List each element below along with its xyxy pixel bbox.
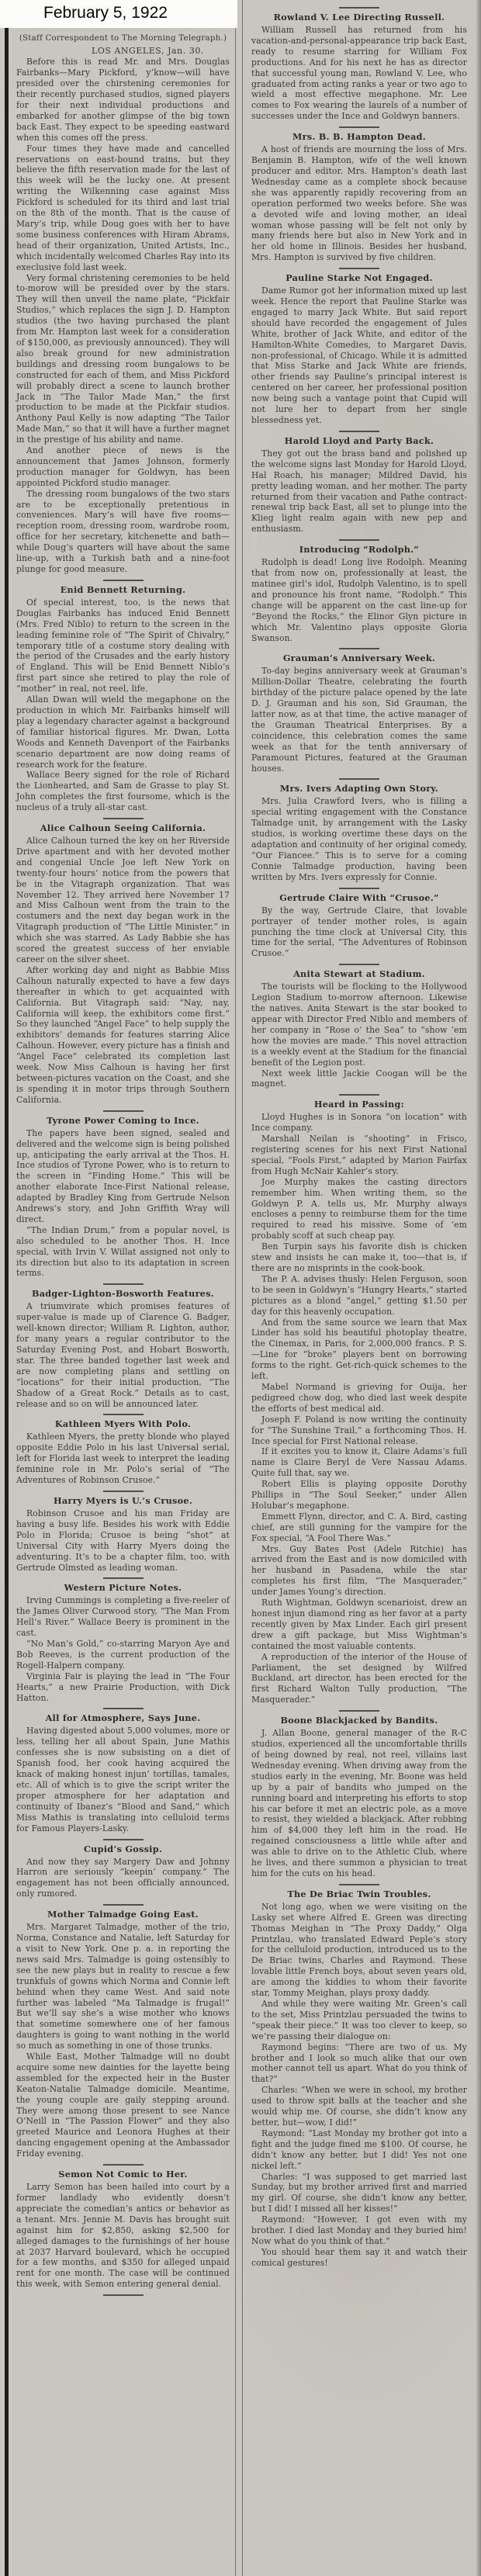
article-heading: Mrs. Ivers Adapting Own Story. [279, 783, 439, 795]
article-paragraph: The dressing room bungalows of the two stars are to be exceptionally pretentious in conveniences. Mary’s will have five rooms—reception room, dressing room, wardrobe room, office for her secretary, kitchenette and bath—while Doug’s quarters will have about the same line-up, with a Turkish bath and a nine-foot plunge for good measure. [16, 488, 230, 574]
section-separator-rule [339, 126, 379, 128]
article-paragraph: Four times they have made and cancelled reservations on east-bound trains, but they believe the fifth reservation made for the last of this week will be the lucky one. At present writing the Wilkenning case against Miss Pickford is scheduled for its third and last trial on the 8th of the month. That is the cause of Mary’s trip, while Doug goes with her to have some business conferences with Hiram Abrams, head of their organization, United Artists, Inc., which incidentally welcomed Charles Ray into its execlusive fold last week. [16, 143, 230, 272]
section-separator-rule [103, 1839, 144, 1840]
article-heading: Semon Not Comic to Her. [58, 2169, 188, 2180]
article-paragraph: And another piece of news is the announcement that James Johnson, formerly production manager for Goldwyn, has been appointed Pickford studio manager. [16, 445, 230, 488]
section-separator-rule [339, 268, 379, 269]
article-heading: The De Briac Twin Troubles. [287, 1888, 431, 1899]
article-paragraph: Kathleen Myers, the pretty blonde who played opposite Eddie Polo in his last Universal serial, left for Florida last week to interpret the leading feminine role in Mr. Polo’s serial of “The Adventures of Robinson Crusoe.” [16, 1432, 230, 1486]
article-paragraph: Robert Ellis is playing opposite Dorothy Phillips in “The Soul Seeker,” under Allen Holubar’s megaphone. [251, 1479, 467, 1511]
article-paragraph: The papers have been signed, sealed and delivered and the welcome sign is being polished up, anticipating the early arrival at the Thos. H. Ince studios of Tyrone Power, who is to return to the screen in “Finding Home.” This will be another elaborate Ince-First National release, adapted by Bradley King from Gertrude Nelson Andrews’s story, and John Griffith Wray will direct. [16, 1127, 230, 1224]
article-paragraph: A reproduction of the interior of the House of Parliament, the set designed by Wilfred Buckland, art director, has been erected for the first Richard Walton Tully production, “The Masquerader.” [251, 1651, 467, 1705]
article-paragraph: A triumvirate which promises features of super-value is made up of Clarence G. Badger, well-known director; William R. Lighton, author, for many years a regular contributor to the Saturday Evening Post, and Hobart Bosworth, star. The three banded together last week and are now completing plans and settling on “locations” for their initial production, “The Shadow of a Great Rock.” Details as to cast, release and so on will be announced later. [16, 1301, 230, 1409]
article-paragraph: Very formal christening ceremonies to be held to-morow will be presided over by the stars. They will then unveil the name plate, “Pickfair Studios,” which replaces the sign J. D. Hampton studios (the two having purchased the plant from Mr. Hampton last week for a consideration of $150,000, as previously announced). They will also break ground for new administration buildings and dressing room bungalows to be constructed for each of them, and Miss Pickford will probably direct a scene to launch brother Jack in “The Tailor Made Man,” the first production to be made at the Pickfair studios. Anthony Paul Kelly is now adapting “The Tailor Made Man,” so that it will have a further magnet in the prestige of his ability and name. [16, 272, 230, 445]
article-paragraph: Having digested about 5,000 volumes, more or less, telling her all about Spain, June Mathis confesses she is now subsisting on a diet of Spanish food, her cook having acquired the knack of making honest injun’ tortillas, tamales, etc. All of which is to give the script writer the proper atmosphere for her adaptation and continuity of Ibanez’s “Blood and Sand,” which Miss Mathis is translating into celluloid terms for Famous Players-Lasky. [16, 1726, 230, 1833]
article-heading: Harold Lloyd and Party Back. [284, 435, 434, 446]
article-paragraph: Joseph F. Poland is now writing the continuity for “The Sunshine Trail,” a forthcoming Thos. H. Ince special for First National release. [251, 1414, 467, 1446]
article-heading: Introducing “Rodolph.” [299, 544, 420, 556]
article-paragraph: And while they were waiting Mr. Green’s call to the set, Miss Printzlau persuaded the twins to “speak their piece.” It was too clever to keep, so we’re passing their dialogue on: [251, 1999, 467, 2041]
article-paragraph: And from the same source we learn that Max Linder has sold his beautiful photoplay theatre, the Cinemax, in Paris, for 2,000,000 francs. P. S.—Line for “broke” players bent on borrowing forms to the right. Get-rich-quick schemes to the left. [251, 1317, 467, 1382]
article-paragraph: Marshall Neilan is “shooting” in Frisco, registering scenes for his next First National special, “Fools First,” adapted by Marion Fairfax from Hugh McNair Kahler’s story. [251, 1134, 467, 1176]
section-separator-rule [103, 1708, 144, 1709]
article-paragraph: If it excites you to know it, Claire Adams’s full name is Claire Beryl de Vere Nassau Adams. Quite full that, say we. [251, 1446, 467, 1479]
article-paragraph: Next week little Jackie Coogan will be the magnet. [251, 1068, 467, 1089]
article-paragraph: Of special interest, too, is the news that Douglas Fairbanks has induced Enid Bennett (Mrs. Fred Niblo) to return to the screen in the leading feminine role of “The Spirit of Chivalry,” temporary title of a costume story dealing with the period of the Crusades and the early history of England. This will be Enid Bennett Niblo’s first part since she retired to play the role of “mother” in real, not reel, life. [16, 597, 230, 694]
right-column [242, 0, 476, 2576]
article-heading: Western Picture Notes. [64, 1582, 182, 1594]
section-separator-rule [339, 888, 379, 889]
article-heading: Harry Myers is U.’s Crusoe. [53, 1494, 193, 1506]
article-paragraph: Joe Murphy makes the casting directors remember him. When writing them, so the Goldwyn P. A. tells us, Mr. Murphy always encloses a penny to reimburse them for the time required to read his missive. Some of ’em probably scoff at such cheap pay. [251, 1176, 467, 1241]
section-separator-rule [103, 1414, 144, 1415]
article-paragraph: Before this is read Mr. and Mrs. Douglas Fairbanks—Mary Pickford, y’know—will have presided over the chirstening ceremonies for their recently purchased studios, signed players for their next individual productions and embarked for another glimpse of the big town back East. They expect to be speeding eastward when this comes off the press. [16, 57, 230, 143]
article-paragraph: Ben Turpin says his favorite dish is chicken stew and insists he can make it, too—that is, if there are no misprints in the cook-book. [251, 1241, 467, 1273]
article-paragraph: J. Allan Boone, general manager of the R-C studios, experienced all the uncomfortable thrills of being downed by real, not reel, villains last Wednesday evening. When driving away from the studios early in the evening, Mr. Boone was held up by a pair of bandits who jumped on the running board and interpreting his efforts to stop his car before it met an electric pole, as a move to resist, they wielded a blackjack. After robbing him of $4,000 they left him in the road. He regained consciousness a little while after and was able to drive on to the Athletic Club, where he lives, and there summon a physician to treat him for the cuts on his head. [251, 1728, 467, 1878]
article-heading: Anita Stewart at Stadium. [293, 968, 425, 980]
section-separator-rule [339, 964, 379, 965]
article-heading: Cupid’s Gossip. [83, 1843, 163, 1854]
section-separator-rule [339, 7, 379, 9]
section-separator-rule [103, 1283, 144, 1285]
article-heading: Mother Talmadge Going East. [47, 1909, 199, 1920]
section-separator-rule [339, 778, 379, 780]
article-heading: Enid Bennett Returning. [60, 583, 186, 595]
article-paragraph: Larry Semon has been hailed into court by a former landlady who evidently doesn’t appreciate the comedian’s antics or behavior as a tenant. Mrs. Jennie M. Davis has brought suit against him for $2,850, asking $2,500 for alleged damages to the furnishings of her house at 2037 Harvard boulevard, which he occupied for a few months, and $350 for alleged unpaid rent for one month. The case will be continued this week, with Semon entering general denial. [16, 2182, 230, 2290]
article-paragraph: “The Indian Drum,” from a popular novel, is also scheduled to be another Thos. H. Ince special, with Irvin V. Willat assigned not only to its direction but also to its adaptation in screen terms. [16, 1224, 230, 1279]
article-paragraph: Rudolph is dead! Long live Rodolph. Meaning that from now on, professionally at least, the matinee girl’s idol, Rudolph Valentino, is to spell and pronounce his front name, “Rodolph.” This change will be apparent on the cast line-up for “Beyond the Rocks,” the Elinor Glyn picture in which Mr. Valentino plays opposite Gloria Swanson. [251, 557, 467, 643]
article-heading: Heard in Passing: [313, 1099, 405, 1110]
section-separator-rule [339, 539, 379, 541]
article-paragraph: Emmett Flynn, director, and C. A. Bird, casting chief, are still gunning for the vampire for the Fox special, “A Fool There Was.” [251, 1511, 467, 1543]
article-heading: Boone Blackjacked by Bandits. [280, 1715, 438, 1726]
article-heading: Rowland V. Lee Directing Russell. [273, 12, 445, 23]
article-paragraph: Not long ago, when we were visiting on the Lasky set where Alfred E. Green was directing Thomas Meighan in “The Proxy Daddy,” Olga Printzlau, who translated Edward Peple’s story for the celluloid production, introduced us to the De Briac twins, Charles and Raymond. These lovable little French boys, about seven years old, are among the kiddies to whom their favorite star, Tommy Meighan, plays proxy daddy. [251, 1901, 467, 1999]
date-header: February 5, 1922 [43, 4, 168, 22]
article-paragraph: Charles: “I was supposed to get married last Sunday, but my brother arrived first and married my girl. Of course, she didn’t know any better, but I did! I missed all her kisses!” [251, 2171, 467, 2214]
left-column [5, 28, 236, 2576]
article-paragraph: Lloyd Hughes is in Sonora “on location” with Ince company. [251, 1112, 467, 1134]
article-paragraph: Virginia Fair is playing the lead in “The Four Hearts,” a new Prairie Production, with Dick Hatton. [16, 1671, 230, 1703]
section-separator-rule [103, 580, 144, 581]
article-paragraph: Dame Rumor got her information mixed up last week. Hence the report that Pauline Starke was engaged to marry Jack White. But said report should have recorded the engagement of Jules White, brother of Jack White, and editor of the Hamilton-White Comedies, to Margaret Davis, non-professional, of Chicago. While it is admitted that Miss Starke and Jack White are friends, other friends say Pauline’s principal interest is centered on her career, her professional position now being such a vantage point that Cupid will not lure her to depart from her single blessedness yet. [251, 286, 467, 425]
article-heading: Badger-Lighton-Bosworth Features. [32, 1288, 214, 1300]
article-heading: Alice Calhoun Seeing California. [40, 822, 206, 834]
section-separator-rule [339, 648, 379, 649]
section-separator-rule [103, 2164, 144, 2166]
article-heading: All for Atmosphere, Says June. [45, 1712, 201, 1724]
article-paragraph: The P. A. advises thusly: Helen Ferguson, soon to be seen in Goldwyn’s “Hungry Hearts,” started pictures as a blond “angel,” getting $1.50 per day for this heavenly occupation. [251, 1273, 467, 1317]
section-separator-rule [103, 818, 144, 819]
article-paragraph: Mrs. Guy Bates Post (Adele Ritchie) has arrived from the East and is now domiciled with her husband in Pasadena, while the star completes his first film, “The Masquerader,” under James Young’s direction. [251, 1543, 467, 1598]
article-heading: Gertrude Claire With “Crusoe.” [279, 892, 439, 903]
section-separator-rule [103, 2294, 144, 2296]
byline: (Staff Correspondent to The Morning Telegraph.) [19, 33, 227, 43]
article-heading: Mrs. B. B. Hampton Dead. [292, 131, 426, 143]
section-separator-rule [103, 1904, 144, 1906]
article-paragraph: Alice Calhoun turned the key on her Riverside Drive apartment and with her devoted mother and congenial Uncle Joe left New York on twenty-four hours’ notice from the powers that be in the Vitagraph organization. That was November 12. They arrived here November 17 and Miss Calhoun went from the train to the costumers and the next day began work in the Vitagraph production of “The Little Minister,” in which she was starred. As Lady Babbie she has scored the greatest success of her enviable career on the silver sheet. [16, 836, 230, 964]
section-separator-rule [103, 1577, 144, 1579]
section-separator-rule [103, 1491, 144, 1492]
article-paragraph: Mrs. Margaret Talmadge, mother of the trio, Norma, Constance and Natalie, left Saturday for a visit to New York. One p. a. in reporting the news said Mrs. Talmadge is going ostensibly to see the new plays but in reality to rescue a few trunkfuls of gowns which Norma and Connie left behind when they came West. And said note further was labeled “Ma Talmadge is frugal!” But we’ll say she’s a wise mother who knows that sometime somewhere one of her famous daughters is going to want nothing in the world so much as something in one of those trunks. [16, 1922, 230, 2051]
article-paragraph: They got out the brass band and polished up the welcome signs last Monday for Harold Lloyd, Hal Roach, his manager; Mildred David, his pretty leading woman, and her mother. The party returned from their vacation and Pathe contract-renewal trip back East, all set to plunge into the Klieg light realm again with new pep and enthusiasm. [251, 448, 467, 535]
dateline: LOS ANGELES, Jan. 30. [91, 45, 205, 56]
section-separator-rule [339, 1094, 379, 1096]
article-paragraph: You should hear them say it and watch their comical gestures! [251, 2246, 467, 2268]
article-paragraph: While East, Mother Talmadge will no doubt acquire some new dainties for the layette being assembled for the expected heir in the Buster Keaton-Natalie Talmadge domicile. Meantime, the young couple are gaily stepping around. They were among those present to see Nance O’Neill in “The Passion Flower” and they also greeted Maurice and Leonora Hughes at their dancing engagement opening at the Ambassador Friday evening. [16, 2051, 230, 2159]
article-paragraph: Raymond: “However, I got even with my brother. I died last Monday and they buried him! Now what do you think of that.” [251, 2214, 467, 2246]
article-paragraph: And now they say Margery Daw and Johnny Harron are seriously “keepin’ company.” The engagement has not been officially announced, only rumored. [16, 1856, 230, 1899]
article-paragraph: Irving Cummings is completing a five-reeler of the James Oliver Curwood story, “The Man From Hell’s River.” Wallace Beery is prominent in the cast. [16, 1595, 230, 1639]
article-paragraph: Raymond begins: “There are two of us. My brother and I look so much alike that our own mother cannot tell us apart. What do you think of that?” [251, 2041, 467, 2085]
article-paragraph: The tourists will be flocking to the Hollywood Legion Stadium to-morrow afternoon. Likewise the natives. Anita Stewart is the star booked to appear with Director Fred Niblo and members of her company in “Rose o’ the Sea” to “show ’em how the movies are made.” This novel attraction is a weekly event at the Stadium for the financial benefit of the Legion post. [251, 982, 467, 1068]
article-paragraph: A host of friends are mourning the loss of Mrs. Benjamin B. Hampton, wife of the well known producer and editor. Mrs. Hampton’s death last Wednesday came as a complete shock because she was apparently rapidly recovering from an operation performed two weeks before. She was a devoted wife and loving mother, an ideal woman whose passing will be felt not only by many friends here but also in New York and in her old home in Illinois. Besides her husband, Mrs. Hampton is survived by five children. [251, 144, 467, 263]
article-paragraph: Wallace Beery signed for the role of Richard the Lionhearted, and Sam de Grasse to play St. John completes the first foursome, which is the nucleus of a truly all-star cast. [16, 770, 230, 813]
article-paragraph: To-day begins anniversary week at Grauman’s Million-Dollar Theatre, celebrating the fourth birthday of the picture palace opened by the late D. J. Grauman and his son, Sid Grauman, the latter now, as at that time, the active manager of the Grauman Theatrical Enterprises. By a coincidence, this celebration comes the same week as that for the tenth anniversary of Paramount Pictures, featured at the Grauman houses. [251, 666, 467, 774]
section-separator-rule [103, 1110, 144, 1112]
article-paragraph: Ruth Wightman, Goldwyn scenarioist, drew an honest injun diamond ring as her favor at a party recently given by Max Linder. Each girl present drew a gift package, but Miss Wightman’s contained the most valuable contents. [251, 1598, 467, 1651]
article-heading: Tyrone Power Coming to Ince. [47, 1114, 199, 1126]
article-paragraph: “No Man’s Gold,” co-starring Maryon Aye and Bob Reeves, is the current production of the Rogell-Halpern company. [16, 1639, 230, 1671]
article-heading: Pauline Starke Not Engaged. [285, 272, 433, 284]
article-heading: Grauman’s Anniversary Week. [282, 653, 436, 664]
date-header-band [0, 0, 237, 28]
article-paragraph: William Russell has returned from his vacation-and-personal-appearance trip back East, ready to resume starring for William Fox productions. And for his next he has as director that successful young man, Rowland V. Lee, who graduated from acting ranks a year or two ago to wield a most effective megaphone. Mr. Lee comes to Fox wearing the laurels of a number of successes under the Ince and Goldwyn banners. [251, 25, 467, 122]
article-paragraph: After working day and night as Babbie Miss Calhoun naturally expected to have a few days thereafter in which to get acquainted with California. But Vitagraph said: “Nay, nay, California will keep, the exhibitors come first.” So they launched “Angel Face” to help supply the exhibitors’ demands for features starring Alice Calhoun. However, every picture has a finish and “Angel Face” celebrated its completion last week. Now Miss Calhoun is having her first between-pictures vacation on the Coast, and she is spending it in motor trips through Southern California. [16, 964, 230, 1105]
article-paragraph: Allan Dwan will wield the megaphone on the production in which Mr. Fairbanks himself will play a legendary character against a background of familiar historical figures. Mr. Dwan, Lotta Woods and Kenneth Davenport of the Fairbanks scenario department are now doing reams of research work for the feature. [16, 694, 230, 770]
article-paragraph: Mrs. Julia Crawford Ivers, who is filling a special writing engagement with the Constance Talmadge unit, by arrangement with the Lasky studios, is working overtime these days on the adaptation and continuity of her original comedy, “Our Fiancee.” This is to serve for a coming Connie Talmadge production, having been written by Mrs. Ivers expressly for Connie. [251, 796, 467, 882]
section-separator-rule [339, 431, 379, 432]
article-paragraph: Raymond: “Last Monday my brother got into a fight and the judge fined me $100. Of course, he didn’t know any better, but I did! Yes not one nickel left.” [251, 2128, 467, 2171]
article-paragraph: Robinson Crusoe and his man Friday are having a busy life. Besides his work with Eddie Polo in Florida; Crusoe is being “shot” at Universal City with Harry Myers doing the adventuring. It’s to be a chapter film, too, with Gertrude Olmsted as leading woman. [16, 1508, 230, 1573]
article-paragraph: Mabel Normand is grieving for Ouija, her pedigreed chow dog, who died last week despite the efforts of best medical aid. [251, 1381, 467, 1414]
article-heading: Kathleen Myers With Polo. [54, 1418, 192, 1430]
article-paragraph: By the way, Gertrude Claire, that lovable portrayer of tender mother roles, is again punching the time clock at Universal City, this time for the serial, “The Adventures of Robinson Crusoe.” [251, 905, 467, 959]
section-separator-rule [339, 1884, 379, 1885]
article-paragraph: Charles: “When we were in school, my brother used to throw spit balls at the teacher and she would whip me. Of course, she didn’t know any better, but—wow, I did!” [251, 2085, 467, 2128]
section-separator-rule [339, 1710, 379, 1712]
